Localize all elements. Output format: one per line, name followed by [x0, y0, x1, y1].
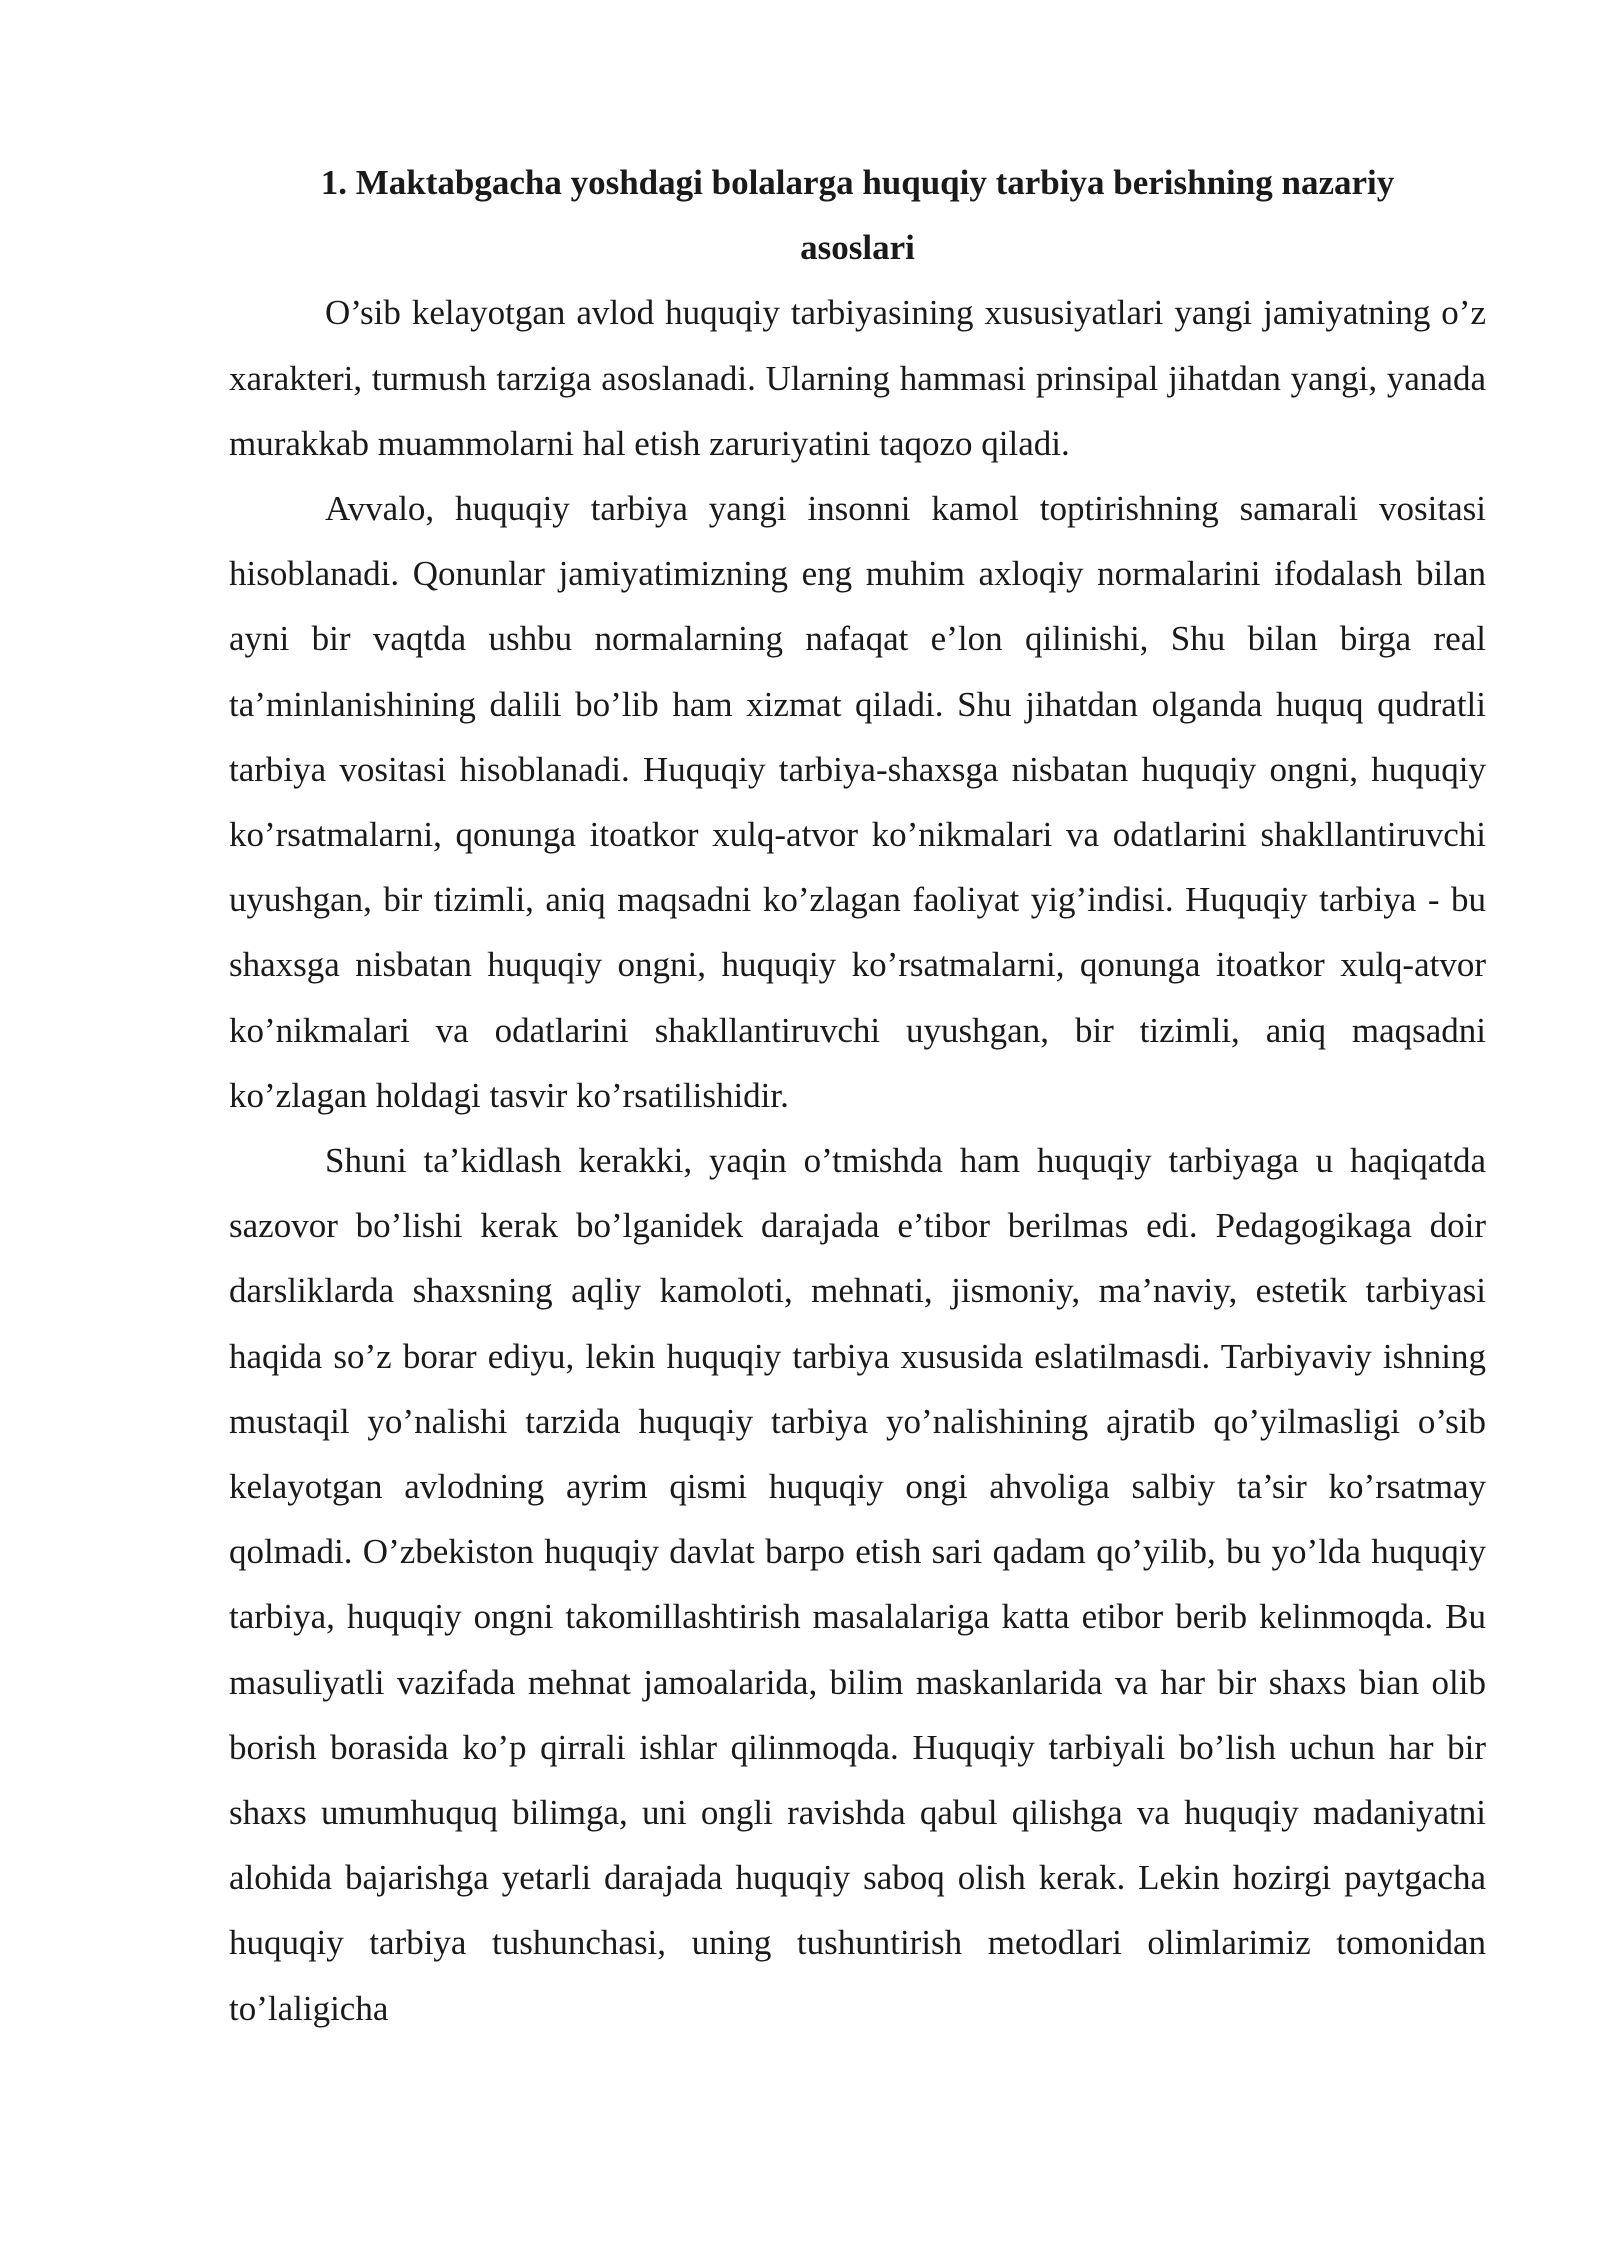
- page-content: [229, 150, 1486, 2041]
- paragraph-3: Shuni ta’kidlash kerakki, yaqin o’tmishda ham huquqiy tarbiyaga u haqiqatda sazovor bo’lishi kerak bo’lganidek darajada e’tibor berilmas edi. Pedagogikaga doir darsliklarda shaxsning aqliy kamoloti, mehnati, jismoniy, ma’naviy, estetik tarbiyasi haqida so’z borar ediyu, lekin huquqiy tarbiya xususida eslatilmasdi. Tarbiyaviy ishning mustaqil yo’nalishi tarzida huquqiy tarbiya yo’nalishining ajratib qo’yilmasligi o’sib kelayotgan avlodning ayrim qismi huquqiy ongi ahvoliga salbiy ta’sir ko’rsatmay qolmadi. O’zbekiston huquqiy davlat barpo etish sari qadam qo’yilib, bu yo’lda huquqiy tarbiya, huquqiy ongni takomillashtirish masalalariga katta etibor berib kelinmoqda. Bu masuliyatli vazifada mehnat jamoalarida, bilim maskanlarida va har bir shaxs bian olib borish borasida ko’p qirrali ishlar qilinmoqda. Huquqiy tarbiyali bo’lish uchun har bir shaxs umumhuquq bilimga, uni ongli ravishda qabul qilishga va huquqiy madaniyatni alohida bajarishga yetarli darajada huquqiy saboq olish kerak. Lekin hozirgi paytgacha huquqiy tarbiya tushunchasi, uning tushuntirish metodlari olimlarimiz tomonidan to’laligicha: [229, 1141, 1486, 2028]
- section-title: 1. Maktabgacha yoshdagi bolalarga huquqiy tarbiya berishning nazariy asoslari: [320, 163, 1395, 268]
- paragraph-1: O’sib kelayotgan avlod huquqiy tarbiyasining xususiyatlari yangi jamiyatning o’z xarakteri, turmush tarziga asoslanadi. Ularning hammasi prinsipal jihatdan yangi, yanada murakkab muammolarni hal etish zaruriyatini taqozo qiladi.: [229, 293, 1486, 463]
- paragraph-2: Avvalo, huquqiy tarbiya yangi insonni kamol toptirishning samarali vositasi hisoblanadi. Qonunlar jamiyatimizning eng muhim axloqiy normalarini ifodalash bilan ayni bir vaqtda ushbu normalarning nafaqat e’lon qilinishi, Shu bilan birga real ta’minlanishining dalili bo’lib ham xizmat qiladi. Shu jihatdan olganda huquq qudratli tarbiya vositasi hisoblanadi. Huquqiy tarbiya-shaxsga nisbatan huquqiy ongni, huquqiy ko’rsatmalarni, qonunga itoatkor xulq-atvor ko’nikmalari va odatlarini shakllantiruvchi uyushgan, bir tizimli, aniq maqsadni ko’zlagan faoliyat yig’indisi. Huquqiy tarbiya - bu shaxsga nisbatan huquqiy ongni, huquqiy ko’rsatmalarni, qonunga itoatkor xulq-atvor ko’nikmalari va odatlarini shakllantiruvchi uyushgan, bir tizimli, aniq maqsadni ko’zlagan holdagi tasvir ko’rsatilishidir.: [229, 489, 1486, 1115]
